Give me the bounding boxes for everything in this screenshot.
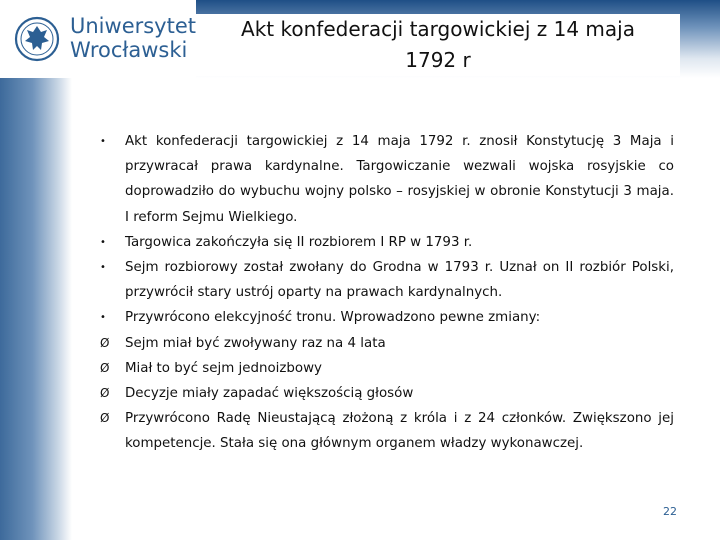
list-item-text: Sejm miał być zwoływany raz na 4 lata (125, 335, 386, 351)
arrow-bullet-icon: Ø (100, 360, 110, 375)
list-item-text: Akt konfederacji targowickiej z 14 maja 1792 r. znosił Konstytucję 3 Maja i przywracał prawa kardynalne. Targowiczanie wezwali wojska rosyjskie co doprowadziło do wybuchu wojny polsko – rosyjskiej w obronie Konstytucji 3 maja. I reform Sejmu Wielkiego. (125, 134, 674, 225)
list-item (100, 230, 674, 255)
arrow-bullet-icon: Ø (100, 335, 110, 350)
list-item-text: Decyzje miały zapadać większością głosów (125, 386, 414, 402)
list-item-text: Przywrócono Radę Nieustającą złożoną z króla i z 24 członków. Zwiększono jej kompetencje. Stała się ona głównym organem władzy wykonawczej. (125, 411, 674, 452)
bullet-marker: • (100, 312, 106, 324)
slide-title (196, 14, 680, 76)
list-item (100, 331, 674, 356)
list-item-text: Przywrócono elekcyjność tronu. Wprowadzono pewne zmiany: (125, 310, 541, 326)
list-item (100, 129, 674, 230)
list-item-text: Targowica zakończyła się II rozbiorem I RP w 1793 r. (125, 234, 473, 250)
list-item (100, 406, 674, 456)
university-seal-icon (14, 16, 60, 62)
list-item (100, 356, 674, 381)
page-number: 22 (663, 505, 677, 518)
bullet-list (100, 129, 674, 457)
list-item (100, 381, 674, 406)
university-name (70, 14, 196, 62)
left-decorative-bar (0, 78, 72, 540)
university-logo (10, 12, 196, 68)
title-line-1: Akt konfederacji targowickiej z 14 maja (241, 17, 635, 41)
list-item (100, 255, 674, 305)
logo-line-2: Wrocławski (70, 38, 188, 62)
logo-line-1: Uniwersytet (70, 14, 196, 38)
bullet-marker: • (100, 136, 106, 147)
arrow-bullet-icon: Ø (100, 386, 110, 401)
bullet-marker: • (100, 262, 106, 274)
title-line-2: 1792 r (405, 48, 471, 72)
list-item-text: Sejm rozbiorowy został zwołany do Grodna w 1793 r. Uznał on II rozbiór Polski, przywrócił stary ustrój oparty na prawach kardynalnych. (125, 260, 674, 301)
arrow-bullet-icon: Ø (100, 411, 110, 426)
list-item-text: Miał to być sejm jednoizbowy (125, 360, 322, 376)
list-item (100, 305, 674, 330)
bullet-marker: • (100, 236, 106, 248)
